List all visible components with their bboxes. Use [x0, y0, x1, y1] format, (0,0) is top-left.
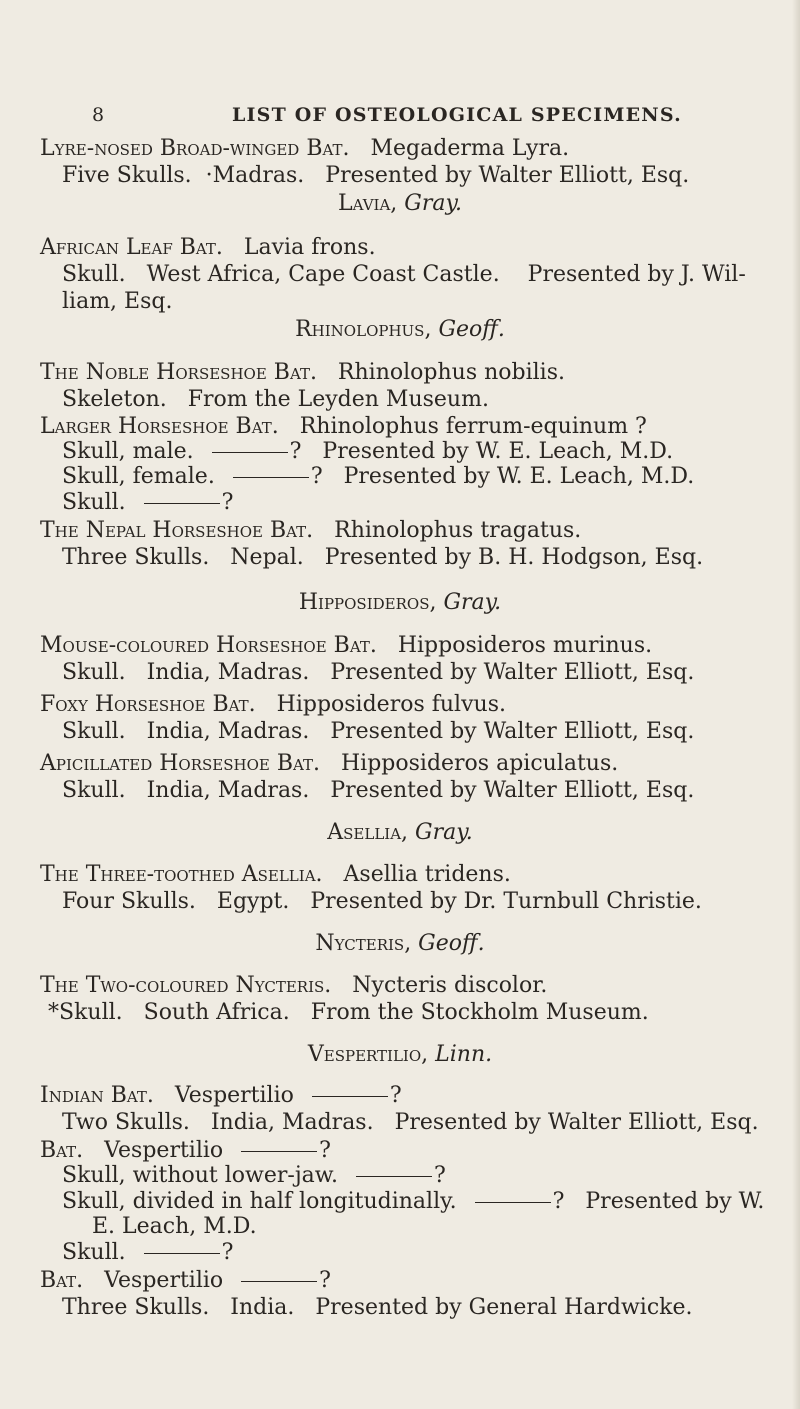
- authority: Gray.: [397, 191, 462, 216]
- catalogue-line: [40, 973, 547, 999]
- entry-text: Lavia frons.: [222, 235, 376, 260]
- authority: Geoff.: [411, 931, 485, 956]
- catalogue-line: [62, 387, 489, 413]
- genus-heading: [0, 191, 800, 217]
- catalogue-line: [40, 692, 506, 718]
- entry-text: liam, Esq.: [62, 289, 173, 314]
- entry-text: Three Skulls. Nepal. Presented by B. H. Hodgson, Esq.: [62, 545, 704, 570]
- catalogue-line: [40, 1138, 331, 1164]
- catalogue-line: [62, 289, 172, 315]
- entry-text: Four Skulls. Egypt. Presented by Dr. Turnbull Christie.: [62, 889, 702, 914]
- entry-text: Rhinolophus nobilis.: [316, 360, 565, 385]
- entry-text: ? Presented by W. E. Leach, M.D.: [310, 464, 695, 489]
- catalogue-line: [62, 778, 694, 804]
- common-name: African Leaf Bat.: [40, 235, 223, 260]
- blank-dash: [241, 1281, 317, 1282]
- page-number: 8: [92, 104, 106, 126]
- catalogue-line: [40, 518, 581, 544]
- genus-heading: [0, 317, 800, 343]
- genus-heading: [0, 1042, 800, 1068]
- blank-dash: [356, 1176, 432, 1177]
- common-name: The Two-coloured Nycteris.: [40, 973, 332, 998]
- entry-text: Asellia tridens.: [322, 862, 511, 887]
- catalogue-line: [62, 719, 694, 745]
- common-name: Asellia,: [327, 820, 409, 845]
- blank-dash: [312, 1096, 388, 1097]
- entry-text: ?: [434, 1163, 446, 1188]
- entry-text: ?: [221, 490, 234, 515]
- entry-text: ?: [221, 1240, 234, 1265]
- blank-dash: [475, 1202, 551, 1203]
- entry-text: ? Presented by W.: [552, 1189, 765, 1214]
- entry-text: Two Skulls. India, Madras. Presented by Walter Elliott, Esq.: [62, 1110, 759, 1135]
- catalogue-line: [40, 862, 511, 888]
- entry-text: ? Presented by W. E. Leach, M.D.: [289, 439, 674, 464]
- blank-dash: [144, 503, 220, 504]
- authority: Gray.: [408, 820, 473, 845]
- common-name: Bat.: [40, 1268, 84, 1293]
- common-name: Bat.: [40, 1138, 84, 1163]
- catalogue-line: [62, 1163, 446, 1189]
- common-name: Hipposideros,: [298, 590, 437, 615]
- running-title: LIST OF OSTEOLOGICAL SPECIMENS.: [232, 104, 682, 126]
- catalogue-line: [62, 1110, 759, 1136]
- catalogue-line: [40, 414, 647, 440]
- common-name: Apicillated Horseshoe Bat.: [40, 751, 320, 776]
- common-name: The Three-toothed Asellia.: [40, 862, 323, 887]
- catalogue-line: [62, 163, 689, 189]
- catalogue-line: [62, 889, 702, 915]
- common-name: Lavia,: [338, 191, 398, 216]
- authority: Gray.: [436, 590, 502, 615]
- entry-text: Hipposideros apiculatus.: [320, 751, 619, 776]
- catalogue-line: [40, 1083, 402, 1109]
- catalogue-line: [62, 464, 694, 490]
- entry-text: Skull. India, Madras. Presented by Walter Elliott, Esq.: [62, 660, 695, 685]
- catalogue-line: [40, 136, 569, 162]
- authority: Linn.: [428, 1042, 493, 1067]
- blank-dash: [241, 1151, 317, 1152]
- common-name: Lyre-nosed Broad-winged Bat.: [40, 136, 350, 161]
- common-name: Indian Bat.: [40, 1083, 154, 1108]
- entry-text: Skull. India, Madras. Presented by Walter Elliott, Esq.: [62, 719, 695, 744]
- entry-text: Megaderma Lyra.: [349, 136, 570, 161]
- authority: Geoff.: [431, 317, 505, 342]
- catalogue-line: [40, 360, 565, 386]
- catalogue-line: [48, 1000, 649, 1026]
- entry-text: Rhinolophus tragatus.: [313, 518, 582, 543]
- common-name: Mouse-coloured Horseshoe Bat.: [40, 633, 377, 658]
- common-name: Vespertilio,: [307, 1042, 429, 1067]
- common-name: Foxy Horseshoe Bat.: [40, 692, 256, 717]
- catalogue-line: [62, 545, 703, 571]
- entry-text: Nycteris discolor.: [331, 973, 548, 998]
- blank-dash: [233, 477, 309, 478]
- catalogue-line: [62, 262, 746, 288]
- blank-dash: [144, 1253, 220, 1254]
- entry-text: Skull. West Africa, Cape Coast Castle. Presented by J. Wil-: [62, 262, 746, 287]
- page-edge-shadow: [792, 0, 800, 1409]
- catalogue-line: [62, 1240, 233, 1266]
- entry-text: ?: [319, 1268, 331, 1293]
- entry-text: Hipposideros fulvus.: [255, 692, 506, 717]
- common-name: Nycteris,: [315, 931, 412, 956]
- entry-text: Hipposideros murinus.: [376, 633, 653, 658]
- entry-text: Vespertilio: [153, 1083, 294, 1108]
- common-name: Rhinolophus,: [295, 317, 432, 342]
- entry-text: Rhinolophus ferrum-equinum ?: [278, 414, 647, 439]
- entry-text: Skull.: [62, 490, 126, 515]
- catalogue-line: [40, 235, 376, 261]
- entry-text: Five Skulls. ·Madras. Presented by Walter Elliott, Esq.: [62, 163, 690, 188]
- entry-text: Three Skulls. India. Presented by General Hardwicke.: [62, 1295, 693, 1320]
- blank-dash: [212, 452, 288, 453]
- entry-text: *Skull. South Africa. From the Stockholm Museum.: [48, 1000, 649, 1025]
- entry-text: Skull, female.: [62, 464, 215, 489]
- catalogue-line: [62, 1189, 764, 1215]
- entry-text: Skull, divided in half longitudinally.: [62, 1189, 457, 1214]
- entry-text: E. Leach, M.D.: [92, 1214, 257, 1239]
- catalogue-line: [40, 633, 652, 659]
- entry-text: Skull. India, Madras. Presented by Walter Elliott, Esq.: [62, 778, 695, 803]
- entry-text: Skull.: [62, 1240, 126, 1265]
- entry-text: ?: [389, 1083, 402, 1108]
- catalogue-line: [62, 660, 694, 686]
- entry-text: Skeleton. From the Leyden Museum.: [62, 387, 489, 412]
- common-name: The Noble Horseshoe Bat.: [40, 360, 317, 385]
- catalogue-line: [40, 751, 618, 777]
- common-name: The Nepal Horseshoe Bat.: [40, 518, 314, 543]
- catalogue-line: [62, 1295, 693, 1321]
- catalogue-line: [62, 439, 673, 465]
- common-name: Larger Horseshoe Bat.: [40, 414, 279, 439]
- entry-text: Skull, male.: [62, 439, 194, 464]
- entry-text: Vespertilio: [83, 1268, 224, 1293]
- genus-heading: [0, 590, 800, 616]
- entry-text: Skull, without lower-jaw.: [62, 1163, 338, 1188]
- catalogue-line: [40, 1268, 331, 1294]
- genus-heading: [0, 820, 800, 846]
- entry-text: Vespertilio: [83, 1138, 224, 1163]
- catalogue-line: [62, 490, 233, 516]
- genus-heading: [0, 931, 800, 957]
- entry-text: ?: [319, 1138, 331, 1163]
- catalogue-line: [92, 1214, 257, 1240]
